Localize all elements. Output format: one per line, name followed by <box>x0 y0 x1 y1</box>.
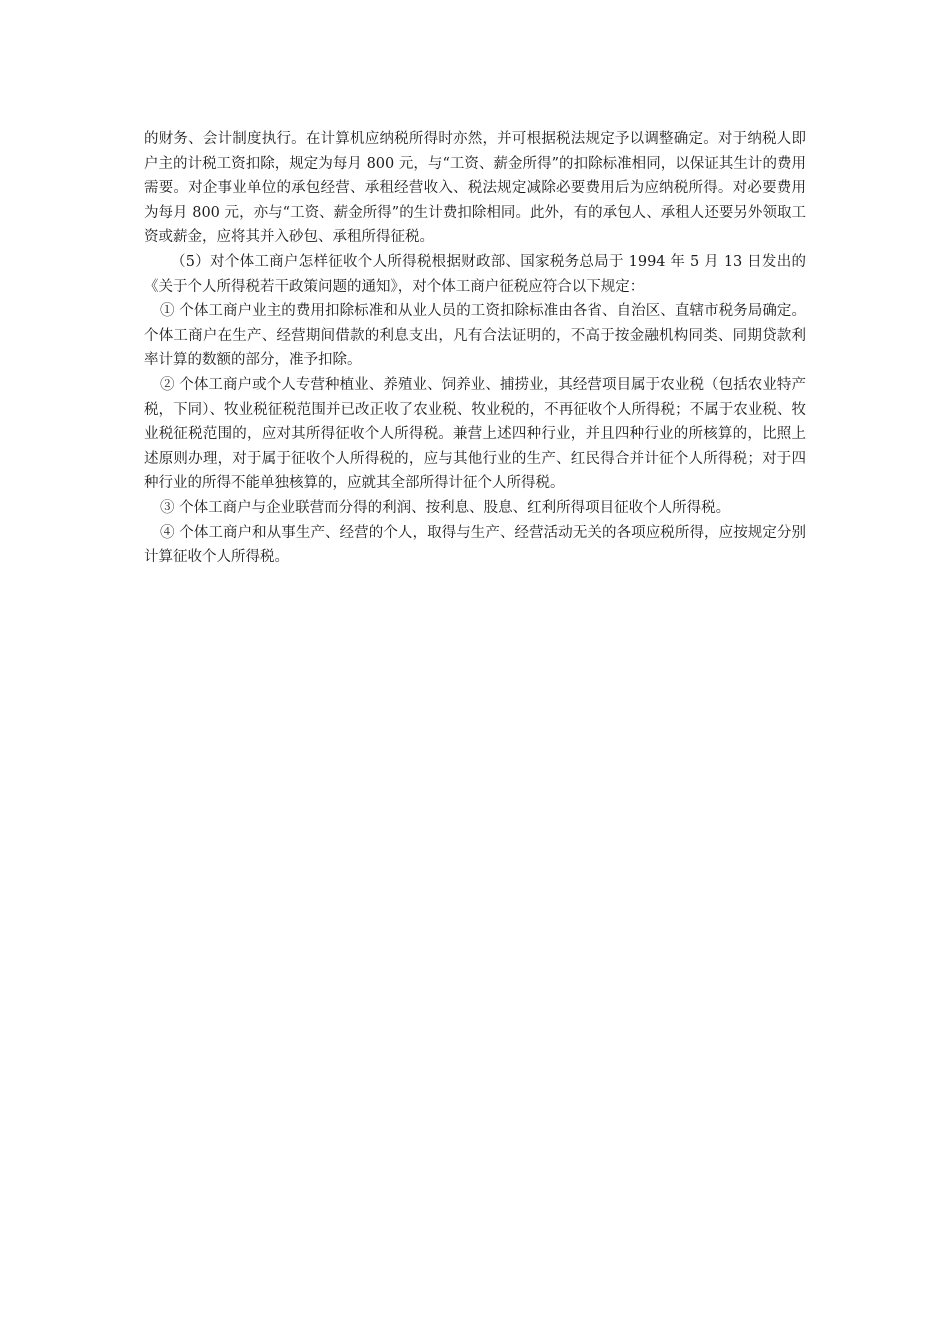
paragraph-item-3: ③ 个体工商户与企业联营而分得的利润、按利息、股息、红利所得项目征收个人所得税。 <box>160 499 731 516</box>
paragraph-item-4: ④ 个体工商户和从事生产、经营的个人，取得与生产、经营活动无关的各项应税所得，应按规定分别计算征收个人所得税。 <box>144 524 806 566</box>
paragraph-item-1: ① 个体工商户业主的费用扣除标准和从业人员的工资扣除标准由各省、自治区、直辖市税务局确定。个体工商户在生产、经营期间借款的利息支出，凡有合法证明的，不高于按金融机构同类、同期贷款利率计算的数额的部分，准予扣除。 <box>144 303 806 369</box>
document-body <box>144 127 806 570</box>
paragraph-continuation: 的财务、会计制度执行。在计算机应纳税所得时亦然，并可根据税法规定予以调整确定。对于纳税人即户主的计税工资扣除，规定为每月 800 元，与“工资、薪金所得”的扣除标准相同，以保证其生计的费用需要。对企事业单位的承包经营、承租经营收入、税法规定减除必要费用后为应纳税所得。对必要费用为每月 800 元，亦与“工资、薪金所得”的生计费扣除相同。此外，有的承包人、承租人还要另外领取工资或薪金，应将其并入砂包、承租所得征税。 <box>144 131 806 246</box>
paragraph-item-2: ② 个体工商户或个人专营种植业、养殖业、饲养业、捕捞业，其经营项目属于农业税（包括农业特产税，下同）、牧业税征税范围并已改正收了农业税、牧业税的，不再征收个人所得税；不属于农业税、牧业税征税范围的，应对其所得征收个人所得税。兼营上述四种行业，并且四种行业的所核算的，比照上述原则办理，对于属于征收个人所得税的，应与其他行业的生产、红民得合并计征个人所得税；对于四种行业的所得不能单独核算的，应就其全部所得计征个人所得税。 <box>144 376 806 492</box>
paragraph-section-5: （5）对个体工商户怎样征收个人所得税根据财政部、国家税务总局于 1994 年 5 月 13 日发出的《关于个人所得税若干政策问题的通知》，对个体工商户征税应符合以下规定： <box>144 253 806 295</box>
